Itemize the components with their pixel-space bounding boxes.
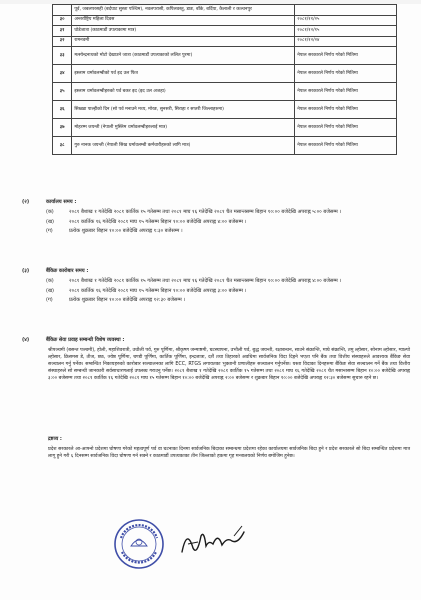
holiday-date: २०८१/१२/२४ xyxy=(295,36,397,47)
list-item xyxy=(22,288,407,295)
holiday-date: २०८१/११/२५ xyxy=(295,15,397,26)
holiday-desc: मत्स्येन्द्रनाथको मोटो देखाउने जात्रा (काठमाडौं उपत्यकाको ललित पुरमा) xyxy=(72,47,295,65)
holiday-desc: इस्लाम धर्मावलम्बीहरुको पर्व बकर इद (इद उल अजहा) xyxy=(72,83,295,101)
holiday-row xyxy=(53,101,397,119)
holiday-sn: ३६ xyxy=(53,101,72,119)
list-item-text: २०८१ बैशाख १ गतेदेखि २०८१ कार्तिक १५ गतेसम्म तथा २०८१ माघ १६ गतेदेखि २०८१ चैत मसान्तसम्म बिहान १०:०० बजेदेखि अपराह्न ४:०० बजेसम्म । xyxy=(69,277,342,284)
holiday-sn: ३० xyxy=(53,15,72,26)
list-item xyxy=(22,278,407,285)
holiday-table xyxy=(52,4,397,155)
holiday-row xyxy=(53,26,397,37)
holiday-sn: ३४ xyxy=(53,65,72,83)
holiday-date: नेपाल सरकारले निर्णय गरेको मितिमा xyxy=(295,101,397,119)
list-item-text: २०८१ कार्तिक १६ गतेदेखि २०८१ माघ १५ गतेसम्म बिहान १०:०० बजेदेखि अपराह्न ३:०० बजेसम्म । xyxy=(69,287,247,294)
list-item xyxy=(22,209,407,216)
handwritten-signature-icon xyxy=(178,522,248,560)
holiday-row-continued xyxy=(53,5,397,16)
holiday-row xyxy=(53,137,397,155)
list-item-text: २०८१ बैशाख १ गतेदेखि २०८१ कार्तिक १५ गतेसम्म तथा २०८१ माघ १६ गतेदेखि २०८१ चैत मसान्तसम्म बिहान १०:०० बजेदेखि अपराह्न ५:०० बजेसम्म । xyxy=(69,208,342,215)
list-item xyxy=(22,297,407,304)
holiday-sn: ३१ xyxy=(53,26,72,37)
list-item-marker: (ग) xyxy=(46,228,53,235)
section-number: (४) xyxy=(22,337,30,343)
holiday-desc: मोहरम्म जयन्ती (नेपाली मुस्लिम धर्मावलम्बीहरुलाई मात्र) xyxy=(72,119,295,137)
holiday-desc: सिख्खा पाल्हीको दिन (सो पर्व मनाउने मध्य, मोरङ, सुनसरी, सिराहा र सप्तरी जिल्लाहरुमा) xyxy=(72,101,295,119)
section-title: कार्यालय समय : xyxy=(46,199,77,205)
holiday-sn: ३५ xyxy=(53,83,72,101)
holiday-row xyxy=(53,119,397,137)
holiday-date: नेपाल सरकारले निर्णय गरेको मितिमा xyxy=(295,137,397,155)
section-title: बैंकिङ कारोबार समय : xyxy=(46,268,89,274)
holiday-date: नेपाल सरकारले निर्णय गरेको मितिमा xyxy=(295,83,397,101)
holiday-row xyxy=(53,65,397,83)
holiday-date: २०८१/१२/१५ xyxy=(295,26,397,37)
holiday-sn: ३३ xyxy=(53,47,72,65)
special-arrangement-section xyxy=(22,337,407,344)
list-item-text: प्रत्येक शुक्रबार बिहान १०:०० बजेदेखि अपराह्न १२:३० बजेसम्म । xyxy=(69,297,186,304)
holiday-sn xyxy=(53,5,72,16)
list-item xyxy=(22,228,407,235)
section-number: (३) xyxy=(22,268,30,274)
list-item-marker: (ख) xyxy=(46,287,54,294)
holiday-desc: रामनवमी xyxy=(72,36,295,47)
holiday-sn: ३८ xyxy=(53,137,72,155)
list-item xyxy=(22,219,407,226)
note-body: प्रदेश सरकारले आ-आफ्नो प्रदेशमा घोषणा गरेको महत्वपूर्ण पर्व वा घटनाका दिनमा सार्वजनिक बिदाका सम्बन्धमा प्रदेशमा रहेका कार्यालयमा सार्वजनिक बिदा हुने र प्रदेश सरकारले सो बिदा सम्बन्धित प्रदेशमा मात्र लागू हुने गरी ६ दिनसम्म सार्वजनिक विदा घोषणा गर्न सक्ने र काठमाडौं उपत्यकाका तीन जिल्लाको हकमा गृह मन्त्रालयको निर्णय बमोजिम हुनेछ। xyxy=(48,447,410,460)
holiday-sn: ३२ xyxy=(53,36,72,47)
special-arrangement-body: श्रीपञ्चमी (बसन्त पञ्चमी), होली, महाशिवरात्री, उधौली पर्व, गुरु पूर्णिमा, श्रीकृष्ण जन्माष्टमी, घटस्थापना, उभौली पर्व, बुद्ध जयन्ती, रक्षाबन्धन, साउने संक्रान्ति, माघे संक्रान्ति, तमु ल्होसार, सोनाम ल्होसार, ग्याल्पो ल्होसार, क्रिसमस डे, तीज, छठ, ज्येष्ठ पूर्णिमा, चण्डी पूर्णिमा, कार्तिक पूर्णिमा, इन्द्रजात्रा, दशैं तथा तिहारको अवधिमा सार्वजनिक विदा दिइने भएता पनि बैंक तथा वित्तीय संस्थाहरुले आवश्यक बैंकिङ सेवा सञ्चालन गर्नु पर्नेछ। सम्बन्धित निकायहरुको कारोबार सञ्चालनका लागि ECC, RTGS लगायतका भुक्तानी प्रणालीहरु सञ्चालन गर्नुपर्नेछ। यस्ता विदाका दिनहरुमा बैंकिङ सेवा सञ्चालन गर्ने बैंक तथा वित्तीय संस्थाहरुले सो सम्बन्धी जानकारी सर्वसाधारणलाई उपलब्ध गराउनु पर्नेछ। २०८१ बैशाख १ गतेदेखि २०८१ कार्तिक १५ गतेसम्म तथा २०८१ माघ १६ गतेदेखि २०८१ चैत मसान्तसम्म बिहान १०:०० बजेदेखि अपराह्न ३:०० बजेसम्म तथा २०८१ कार्तिक १६ गतेदेखि २०८१ माघ १५ गतेसम्म बिहान १०:०० बजेदेखि अपराह्न २:०० बजेसम्म र शुक्रबार बिहान १०:०० बजेदेखि अपराह्न १२:३० बजेसम्म सुचारु रहने छ। xyxy=(48,348,410,382)
holiday-desc: अन्तर्राष्ट्रिय महिला दिवस xyxy=(72,15,295,26)
holiday-date: नेपाल सरकारले निर्णय गरेको मितिमा xyxy=(295,119,397,137)
section-title: बैंकिङ सेवा प्रवाह सम्बन्धी विशेष व्यवस्था : xyxy=(46,337,125,343)
section-heading xyxy=(22,199,407,206)
holiday-row xyxy=(53,15,397,26)
note-heading: द्रष्टव्य : xyxy=(48,436,62,442)
holiday-row xyxy=(53,36,397,47)
section-heading xyxy=(22,337,407,344)
holiday-desc: पूर्व, जबलपरसही (बर्दघाट सुस्ता पश्चिम), नवलपरासी, कपिलवस्तु, डाङ, बाँके, बर्दिया, कैलाली र कञ्चनपुर xyxy=(72,5,295,16)
holiday-date: नेपाल सरकारले निर्णय गरेको मितिमा xyxy=(295,65,397,83)
list-item-text: प्रत्येक शुक्रबार बिहान १०:०० बजेदेखि अपराह्न १:३० बजेसम्म । xyxy=(69,228,183,235)
section-number: (२) xyxy=(22,199,30,205)
holiday-row xyxy=(53,83,397,101)
holiday-desc: इस्लाम धर्मावलम्बीको पर्व इद उल फित्र xyxy=(72,65,295,83)
holiday-date: नेपाल सरकारले निर्णय गरेको मितिमा xyxy=(295,47,397,65)
holiday-row xyxy=(53,47,397,65)
office-hours-section xyxy=(22,199,407,235)
list-item-marker: (क) xyxy=(46,277,54,284)
list-item-marker: (ख) xyxy=(46,218,54,225)
list-item-marker: (ग) xyxy=(46,297,53,304)
section-heading xyxy=(22,268,407,275)
holiday-sn: ३७ xyxy=(53,119,72,137)
list-item-marker: (क) xyxy=(46,208,54,215)
holiday-date xyxy=(295,5,397,16)
holiday-desc: घोडेजात्रा (काठमाडौं उपत्यकामा मात्र) xyxy=(72,26,295,37)
list-item-text: २०८१ कार्तिक १६ गतेदेखि २०८१ माघ १५ गतेसम्म बिहान १०:०० बजेदेखि अपराह्न ४:०० बजेसम्म । xyxy=(69,218,247,225)
public-service-section xyxy=(22,268,407,304)
official-round-seal-icon xyxy=(113,518,165,570)
holiday-desc: गुरु नानक जयन्ती (नेपाली सिख धर्मावलम्बी कर्मचारीहरुको लागि मात्र) xyxy=(72,137,295,155)
